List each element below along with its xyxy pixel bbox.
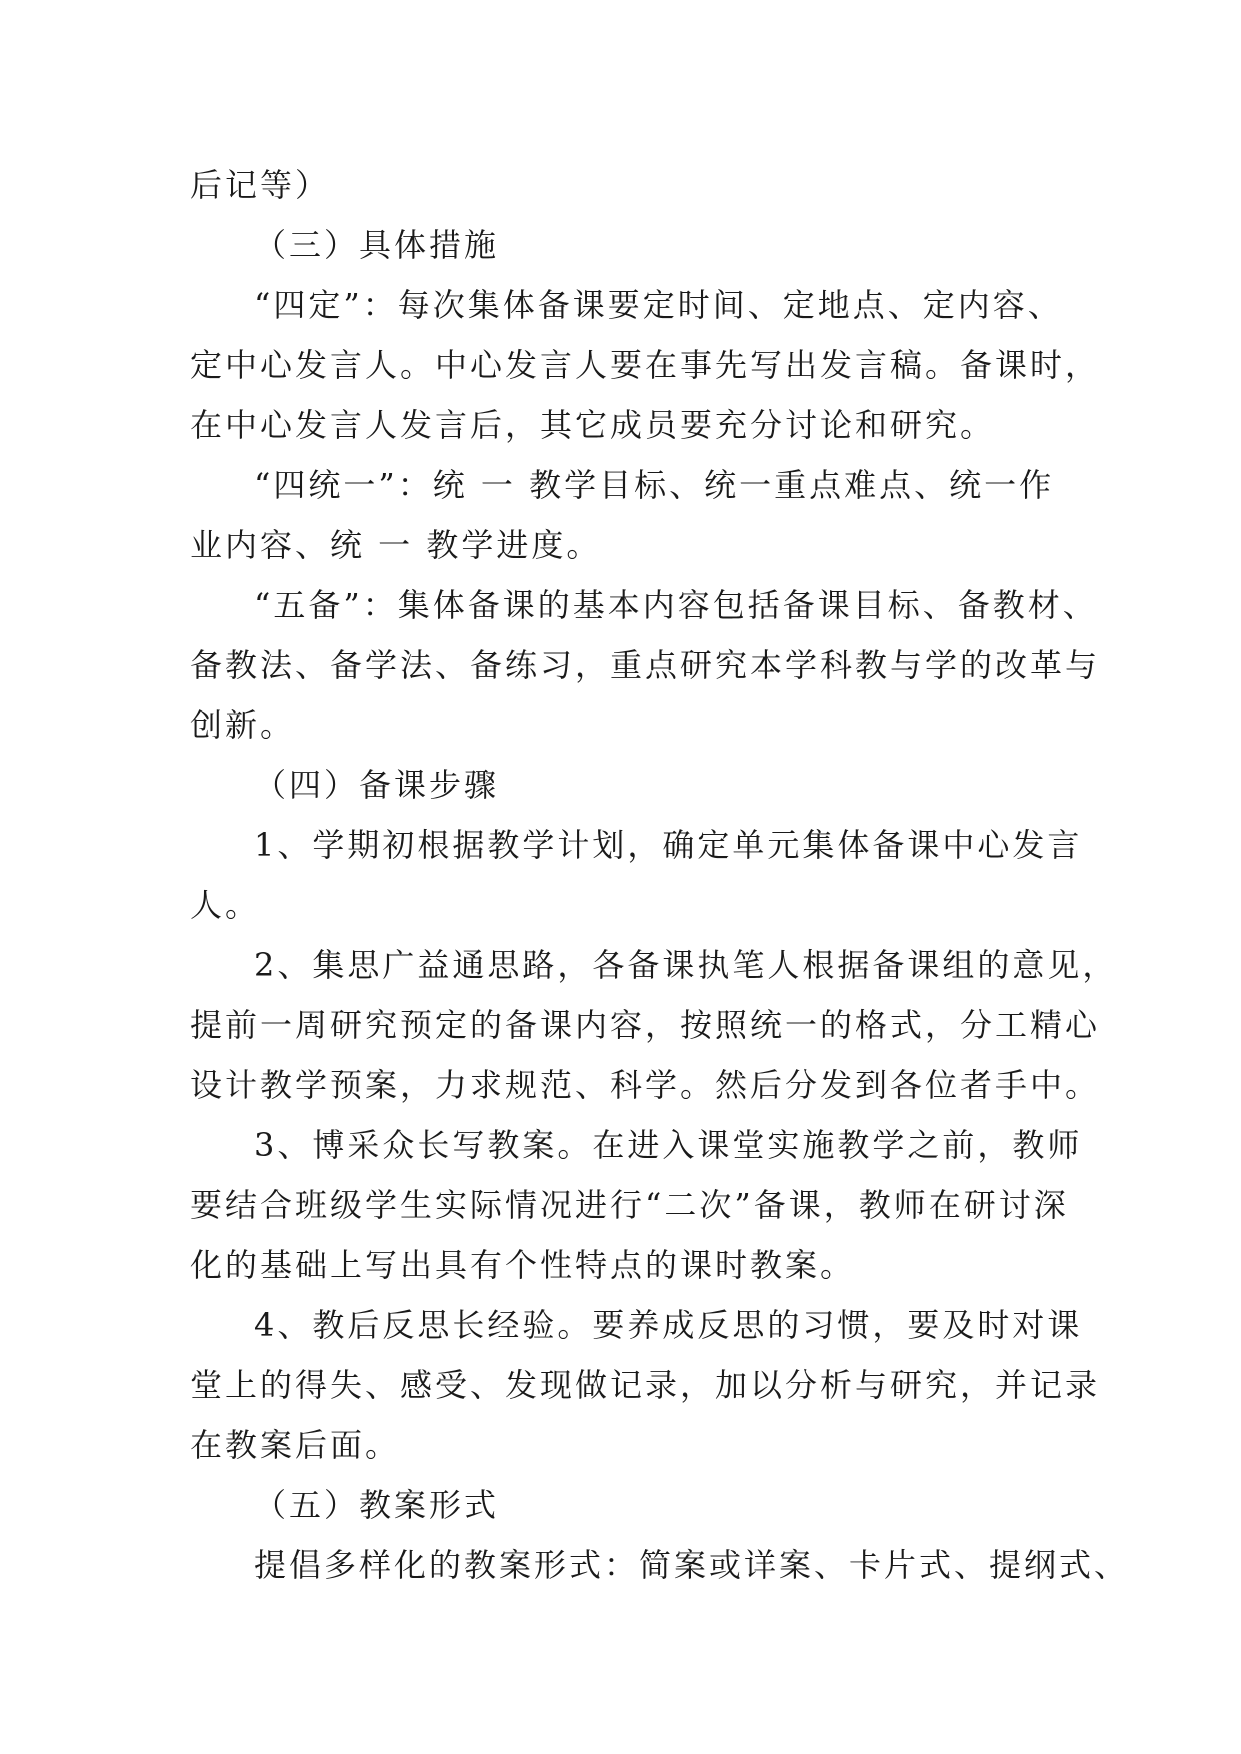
- text-line-21: 堂上的得失、感受、发现做记录，加以分析与研究，并记录: [190, 1366, 1101, 1404]
- text-line-18: 要结合班级学生实际情况进行“二次”备课，教师在研讨深: [190, 1186, 1069, 1224]
- text-line-6: “四统一”：统 一 教学目标、统一重点难点、统一作: [254, 466, 1055, 504]
- text-line-15: 提前一周研究预定的备课内容，按照统一的格式，分工精心: [190, 1006, 1101, 1044]
- text-line-10: 创新。: [190, 706, 296, 744]
- text-line-8: “五备”：集体备课的基本内容包括备课目标、备教材、: [254, 586, 1098, 624]
- text-line-20: 4、教后反思长经验。要养成反思的习惯，要及时对课: [254, 1306, 1083, 1344]
- section-heading-5: （五）教案形式: [254, 1486, 500, 1524]
- text-line-17: 3、博采众长写教案。在进入课堂实施教学之前，教师: [254, 1126, 1083, 1164]
- section-heading-4: （四）备课步骤: [254, 766, 500, 804]
- text-line-16: 设计教学预案，力求规范、科学。然后分发到各位者手中。: [190, 1066, 1101, 1104]
- text-line-24: 提倡多样化的教案形式：简案或详案、卡片式、提纲式、: [254, 1546, 1130, 1584]
- text-line-1: 后记等）: [190, 166, 331, 204]
- text-line-14: 2、集思广益通思路，各备课执笔人根据备课组的意见，: [254, 946, 1118, 984]
- text-line-19: 化的基础上写出具有个性特点的课时教案。: [190, 1246, 856, 1284]
- text-line-12: 1、学期初根据教学计划，确定单元集体备课中心发言: [254, 826, 1083, 864]
- text-line-5: 在中心发言人发言后，其它成员要充分讨论和研究。: [190, 406, 996, 444]
- text-line-4: 定中心发言人。中心发言人要在事先写出发言稿。备课时，: [190, 346, 1101, 384]
- text-line-22: 在教案后面。: [190, 1426, 401, 1464]
- section-heading-3: （三）具体措施: [254, 226, 500, 264]
- text-line-9: 备教法、备学法、备练习，重点研究本学科教与学的改革与: [190, 646, 1101, 684]
- text-line-3: “四定”：每次集体备课要定时间、定地点、定内容、: [254, 286, 1063, 324]
- text-line-7: 业内容、统 一 教学进度。: [190, 526, 602, 564]
- text-line-13: 人。: [190, 886, 261, 924]
